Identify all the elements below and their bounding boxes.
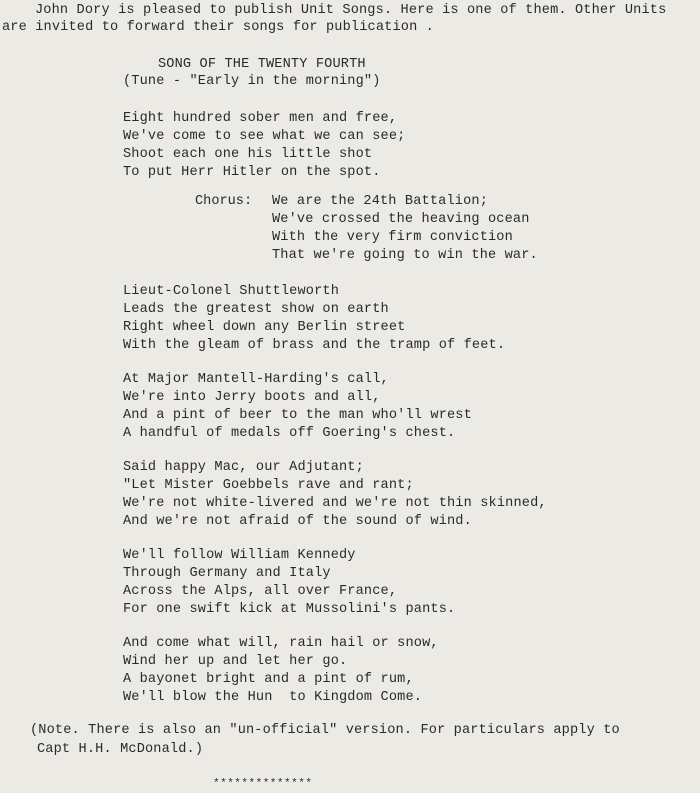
chorus-line: We are the 24th Battalion;: [272, 194, 488, 209]
stanza-line: Right wheel down any Berlin street: [123, 320, 406, 335]
stanza-line: Through Germany and Italy: [123, 566, 331, 581]
stanza-line: Eight hundred sober men and free,: [123, 111, 398, 126]
stanza-line: Lieut-Colonel Shuttleworth: [123, 284, 339, 299]
chorus-line: With the very firm conviction: [272, 230, 513, 245]
chorus-line: We've crossed the heaving ocean: [272, 212, 530, 227]
stanza-line: We're not white-livered and we're not thin skinned,: [123, 496, 547, 511]
separator-stars: **************: [213, 778, 313, 790]
chorus-lines: [272, 193, 538, 265]
stanza-line: And come what will, rain hail or snow,: [123, 636, 439, 651]
stanza-3: [123, 371, 472, 443]
stanza-line: With the gleam of brass and the tramp of feet.: [123, 338, 506, 353]
stanza-line: We'll blow the Hun to Kingdom Come.: [123, 690, 423, 705]
stanza-line: For one swift kick at Mussolini's pants.: [123, 602, 456, 617]
note-line-1: (Note. There is also an "un-official" version. For particulars apply to: [30, 723, 620, 738]
stanza-4: [123, 459, 547, 531]
stanza-line: Across the Alps, all over France,: [123, 584, 398, 599]
stanza-line: At Major Mantell-Harding's call,: [123, 372, 389, 387]
stanza-line: "Let Mister Goebbels rave and rant;: [123, 478, 414, 493]
intro-line-1: John Dory is pleased to publish Unit Songs. Here is one of them. Other Units: [35, 3, 667, 18]
intro-line-2: are invited to forward their songs for publication .: [2, 20, 434, 35]
note-line-2: Capt H.H. McDonald.): [37, 742, 204, 757]
stanza-line: Wind her up and let her go.: [123, 654, 348, 669]
song-title: SONG OF THE TWENTY FOURTH: [158, 57, 366, 72]
stanza-6: [123, 635, 439, 707]
stanza-5: [123, 547, 455, 619]
stanza-2: [123, 283, 505, 355]
stanza-line: We'll follow William Kennedy: [123, 548, 356, 563]
stanza-line: Shoot each one his little shot: [123, 147, 373, 162]
stanza-1: [123, 110, 405, 182]
stanza-line: Said happy Mac, our Adjutant;: [123, 460, 364, 475]
chorus-label: Chorus:: [195, 194, 253, 209]
stanza-line: To put Herr Hitler on the spot.: [123, 165, 381, 180]
stanza-line: A handful of medals off Goering's chest.: [123, 426, 456, 441]
stanza-line: A bayonet bright and a pint of rum,: [123, 672, 414, 687]
chorus-line: That we're going to win the war.: [272, 248, 538, 263]
stanza-line: We've come to see what we can see;: [123, 129, 406, 144]
song-tune: (Tune - "Early in the morning"): [123, 74, 381, 89]
stanza-line: And we're not afraid of the sound of wind.: [123, 514, 472, 529]
stanza-line: Leads the greatest show on earth: [123, 302, 389, 317]
stanza-line: And a pint of beer to the man who'll wrest: [123, 408, 472, 423]
stanza-line: We're into Jerry boots and all,: [123, 390, 381, 405]
